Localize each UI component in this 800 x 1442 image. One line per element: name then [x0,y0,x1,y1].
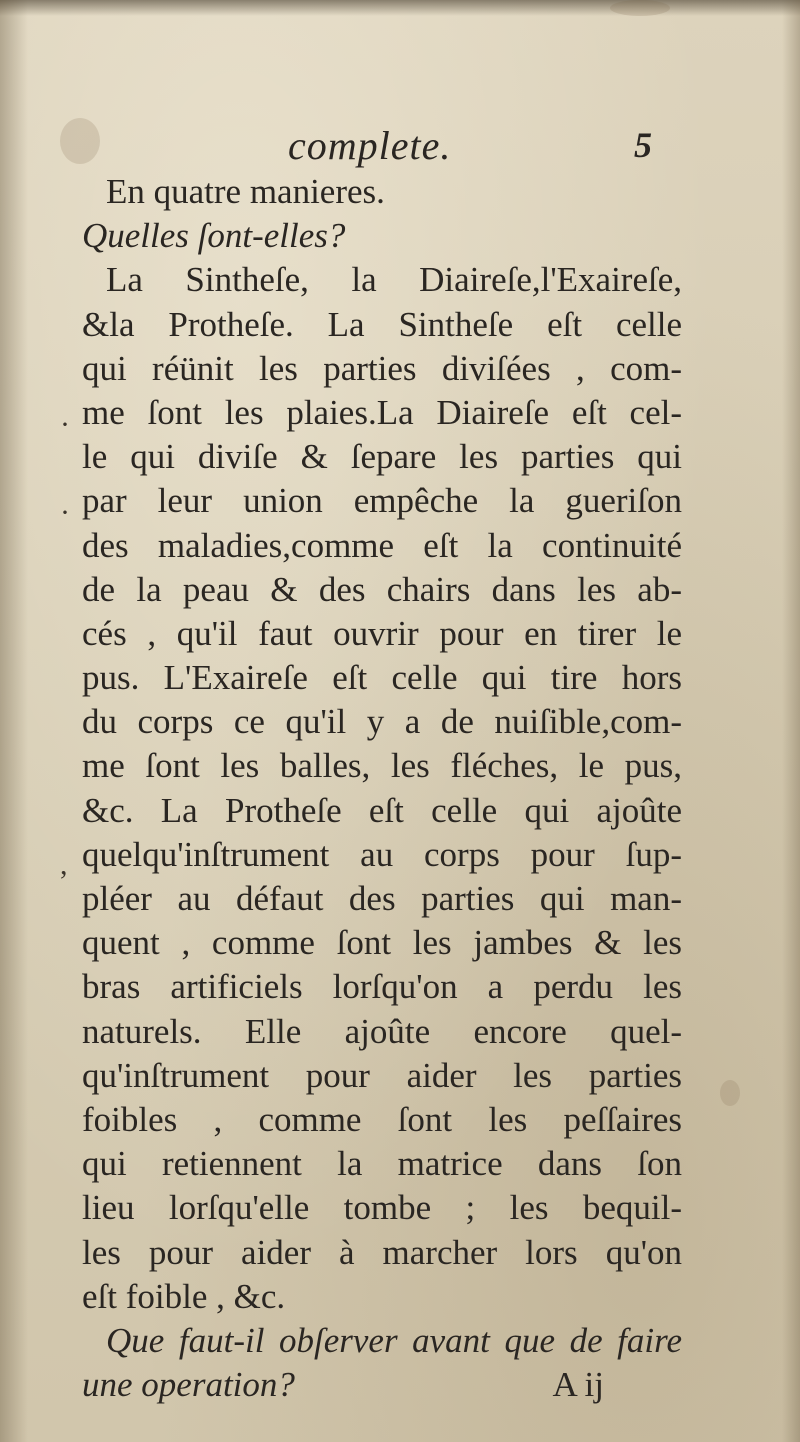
text-line: eſt foible , &c. [82,1276,286,1316]
text-line: qui réünit les parties diviſées , com- [82,348,682,388]
text-line: En quatre manieres. [106,172,385,211]
text-line: naturels. Elle ajoûte encore quel- [82,1011,682,1051]
text-line: qui retiennent la matrice dans ſon [82,1144,682,1184]
margin-mark: · [60,408,70,441]
text-line: &c. La Protheſe eſt celle qui ajoûte [82,790,682,830]
text-line: foibles , comme ſont les peſſaires [82,1099,682,1139]
text-line: pus. L'Exaireſe eſt celle qui tire hors [82,658,682,698]
text-line: quelqu'inſtrument au corps pour ſup- [82,834,682,874]
text-line: quent , comme ſont les jambes & les [82,923,682,963]
margin-mark: , [60,848,68,881]
text-line: pléer au défaut des parties qui man- [82,879,682,918]
bottom-row [82,1363,682,1407]
running-head: complete. [288,123,452,168]
text-line: me ſont les plaies.La Diaireſe eſt cel- [82,392,682,432]
text-line: bras artificiels lorſqu'on a perdu les [82,967,682,1007]
text-line: La Sintheſe, la Diaireſe,l'Exaireſe, [106,260,682,300]
text-line: lieu lorſqu'elle tombe ; les bequil- [82,1188,682,1228]
page-header [0,118,800,178]
page-right-edge [782,0,800,1442]
page-top-edge [0,0,800,16]
page-number: 5 [634,125,652,165]
text-line: des maladies,comme eſt la continuité [82,525,682,565]
signature-mark: A ij [552,1365,604,1405]
question-line: Que faut-il obſerver avant que de faire [106,1320,682,1360]
text-line: me ſont les balles, les fléches, le pus, [82,746,682,786]
text-line: qu'inſtrument pour aider les parties [82,1055,682,1095]
paper-stain [720,1080,740,1106]
page-gutter-shadow [0,0,28,1442]
margin-mark: · [60,496,70,529]
text-line: cés , qu'il faut ouvrir pour en tirer le [82,613,682,653]
text-line: de la peau & des chairs dans les ab- [82,569,682,609]
question-line-end: une operation? [82,1365,295,1405]
text-line: le qui diviſe & ſepare les parties qui [82,437,682,477]
text-line: &la Protheſe. La Sintheſe eſt celle [82,304,682,344]
text-line: les pour aider à marcher lors qu'on [82,1232,682,1272]
text-line: par leur union empêche la gueriſon [82,481,682,521]
paper-stain [610,0,670,16]
text-body [82,170,682,1407]
question-line: Quelles ſont-elles? [82,216,346,256]
text-line: du corps ce qu'il y a de nuiſible,com- [82,702,682,742]
